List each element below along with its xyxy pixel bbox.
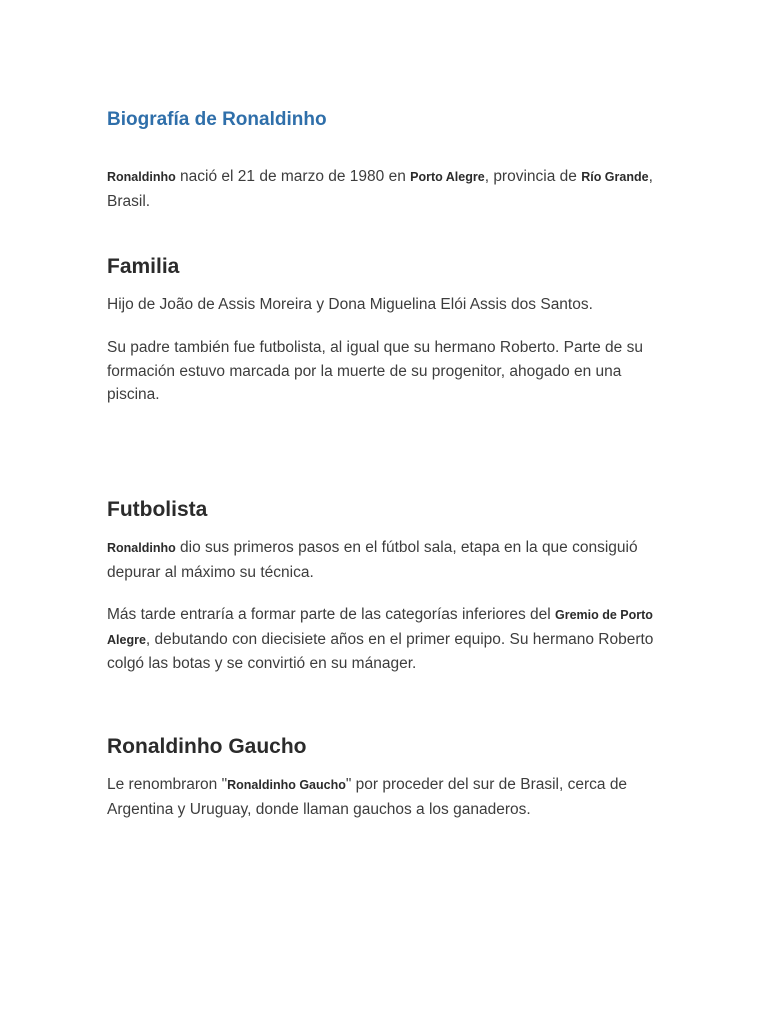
futbolista-bold-ronaldinho: Ronaldinho [107, 541, 176, 555]
futbolista-heading: Futbolista [107, 498, 208, 521]
intro-text-2: , provincia de [484, 168, 582, 185]
futbolista-paragraph-1 [107, 536, 663, 584]
familia-paragraph-2: Su padre también fue futbolista, al igual que su hermano Roberto. Parte de su formación estuvo marcada por la muerte de su progenitor, ahogado en una piscina. [107, 339, 643, 403]
gaucho-text-1: Le renombraron " [107, 776, 228, 793]
intro-bold-porto-alegre: Porto Alegre [410, 170, 485, 184]
intro-bold-rio-grande: Río Grande [581, 170, 649, 184]
gaucho-paragraph [107, 773, 663, 821]
futbolista-text-3: , debutando con diecisiete años en el primer equipo. Su hermano Roberto colgó las botas y se convirtió en su mánager. [107, 630, 654, 672]
intro-text-1: nació el 21 de marzo de 1980 en [175, 168, 411, 185]
gaucho-heading: Ronaldinho Gaucho [107, 735, 307, 758]
familia-heading: Familia [107, 255, 180, 278]
futbolista-bold-gremio: Gremio de Porto Alegre [107, 608, 653, 647]
gaucho-bold-name: Ronaldinho Gaucho [227, 778, 346, 792]
intro-text-3: , Brasil. [107, 168, 653, 210]
futbolista-text-1: dio sus primeros pasos en el fútbol sala, etapa en la que consiguió depurar al máximo su técnica. [107, 539, 638, 581]
gaucho-text-2: " por proceder del sur de Brasil, cerca de Argentina y Uruguay, donde llaman gauchos a los ganaderos. [107, 776, 628, 818]
page-title: Biografía de Ronaldinho [107, 109, 327, 130]
familia-paragraph-1: Hijo de João de Assis Moreira y Dona Miguelina Elói Assis dos Santos. [107, 296, 593, 313]
futbolista-text-2: Más tarde entraría a formar parte de las categorías inferiores del [107, 606, 555, 623]
futbolista-paragraph-2 [107, 603, 663, 676]
intro-paragraph [107, 165, 663, 213]
intro-bold-ronaldinho: Ronaldinho [107, 170, 176, 184]
